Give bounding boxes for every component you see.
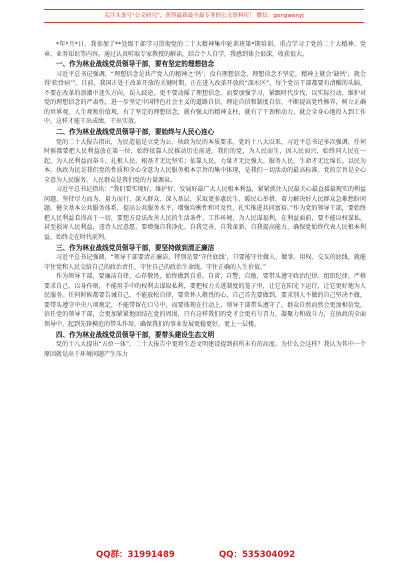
section-heading: 一、作为林业战线党员领导干部，要有坚定的理想信念 [56,60,215,69]
body-paragraph: *年*月*日，我参加了**处级干部学习贯彻党的二十大精神集中轮训班第*期培训。重点学习了党的二十大精神、党章、业务知识等内容。通过认真听取专家教授的解读，结合个人自学，我感到体会很深，收获很大。 [44,41,366,58]
section-heading: 三、作为林业战线党员领导干部，要坚持做到清正廉洁 [56,243,215,252]
body-paragraph: 作为领导干部，要廉洁自律，心存敬畏，始终做到自重、自省、自警、自励，要带头遵守政治纪律、组织纪律，严格要求自己，以身作则，不能用手中的权利去谋取私利，要把权力关进制度的笼子里，让它在阳光下运行，让它更好地为人民服务。任何时候都要告诫自己，不能放松自律，要常怀人敬畏的心，自己首先要做到，要求别人不做的自己坚决不做，要带头遵守中央八项规定，不能带留在口号中，而要体现在行动上，领导干部带头遵守了，群众自然而然会更加相信党，信任党的领导干部，会更加紧紧地团结在党的周围，只有这样我们的党才会更有号召力、凝聚力和战斗力，在执政的全面领导中，起到先锋模范的带头作用，确保我们的事业发展更稳更好，更上一层楼。 [44,273,366,328]
body-paragraph: 习近平总书记指出：“我们要实现好、维护好、发展好最广大人民根本利益，紧紧抓住人民最关心最直接最现实的利益问题，坚持尽力而为、量力而行，深入群众、深入基层，采取更多惠民生、暖民心举措，着力解决好人民群众急难愁盼问题。健全基本公共服务体系，提高公共服务水平，增强均衡性和可及性，扎实推进共同富裕。”作为党的领导干部，要始终把人民利益看得高于一切，要想方设法改善人民的生活条件、工作环境，为人民谋福利，在利益面前，要不能以权谋私，甚至损害人民利益，违背人民意愿，要增强自我净化、自我完善、自我革新、自我提高能力，确保党始终代表人民根本利益，始终走在时代前列。 [44,186,366,242]
body-paragraph: 党的十八大提出“五位一体”，二十大报告中更将生态文明建设提到前所未有的高度。为什么会这样？我认为其中一个原因就是出于环境问题产生压力 [44,341,366,358]
section-heading: 四、作为林业战线党员领导干部，要带头建设生态文明 [56,330,215,339]
body-paragraph: 习近平总书记强调，“领导干部要清正廉洁，特别是要‘守住底线’，只要能守住做人、做事、用权、交友的底线，就能守住党和人民交给自己的政治责任，守住自己的政治生命线，守住正确的人生价值。” [44,254,366,271]
qq-number: QQ：535304092 [219,550,296,560]
document-body [44,40,366,359]
section-heading: 二、作为林业战线党员领导干部，要始终与人民心连心 [56,127,215,136]
promo-banner: 关注头条号"公文研究"，获得最新最全最专业的公文资料库！ 微信：gongwenyj [44,9,364,23]
footer [0,548,408,562]
body-paragraph: 党的二十大报告指出，为民造福是立党为公、执政为民的本质要求。党的十八大以来，习近平总书记多次强调，任何时候都要把人民利益放在第一位，始终依靠人民推动历史前进。我们的党，为人民而生，因人民而兴，始终同人民在一起，为人民利益而奋斗。扎根人民，根基才无比坚实；依靠人民，力量才无比强大。服务人民，生命才无比绵长。以民为本，执政为民是我们党的性质和全心全意为人民服务根本宗旨的集中体现，是我们一切活动的最高标准。党的宗旨是全心全意为人民服务，人民群众是我们党的力量源泉。 [44,138,366,184]
body-paragraph: 习近平总书记强调，“理想信念是共产党人的精神之‘钙’，没有理想信念，理想信念不坚定，精神上就会‘缺钙’，就会得‘软骨病’”。目前，我国正处于改革开放的关键时期，正在进入改革开放的“深水区”，每个党员干部都要有清醒的头脑，不要在改革的浪潮中迷失方向，误入歧途，更不要动摇了理想信念。而要加强学习，紧跟时代步伐，以实际行动，维护对党的理想信念的严肃性，进一步坚定中国特色社会主义的道路自信、理论自信和制度自信，不断提高党性修养，树立正确的世界观、人生观和价值观，有了坚定的理想信念，就有强大的精神支柱，就有了干劲和动力，就会全身心地投入到工作中，这样才能干出成绩，干出实效。 [44,70,366,126]
qq-group-number: QQ群：31991489 [96,550,175,560]
